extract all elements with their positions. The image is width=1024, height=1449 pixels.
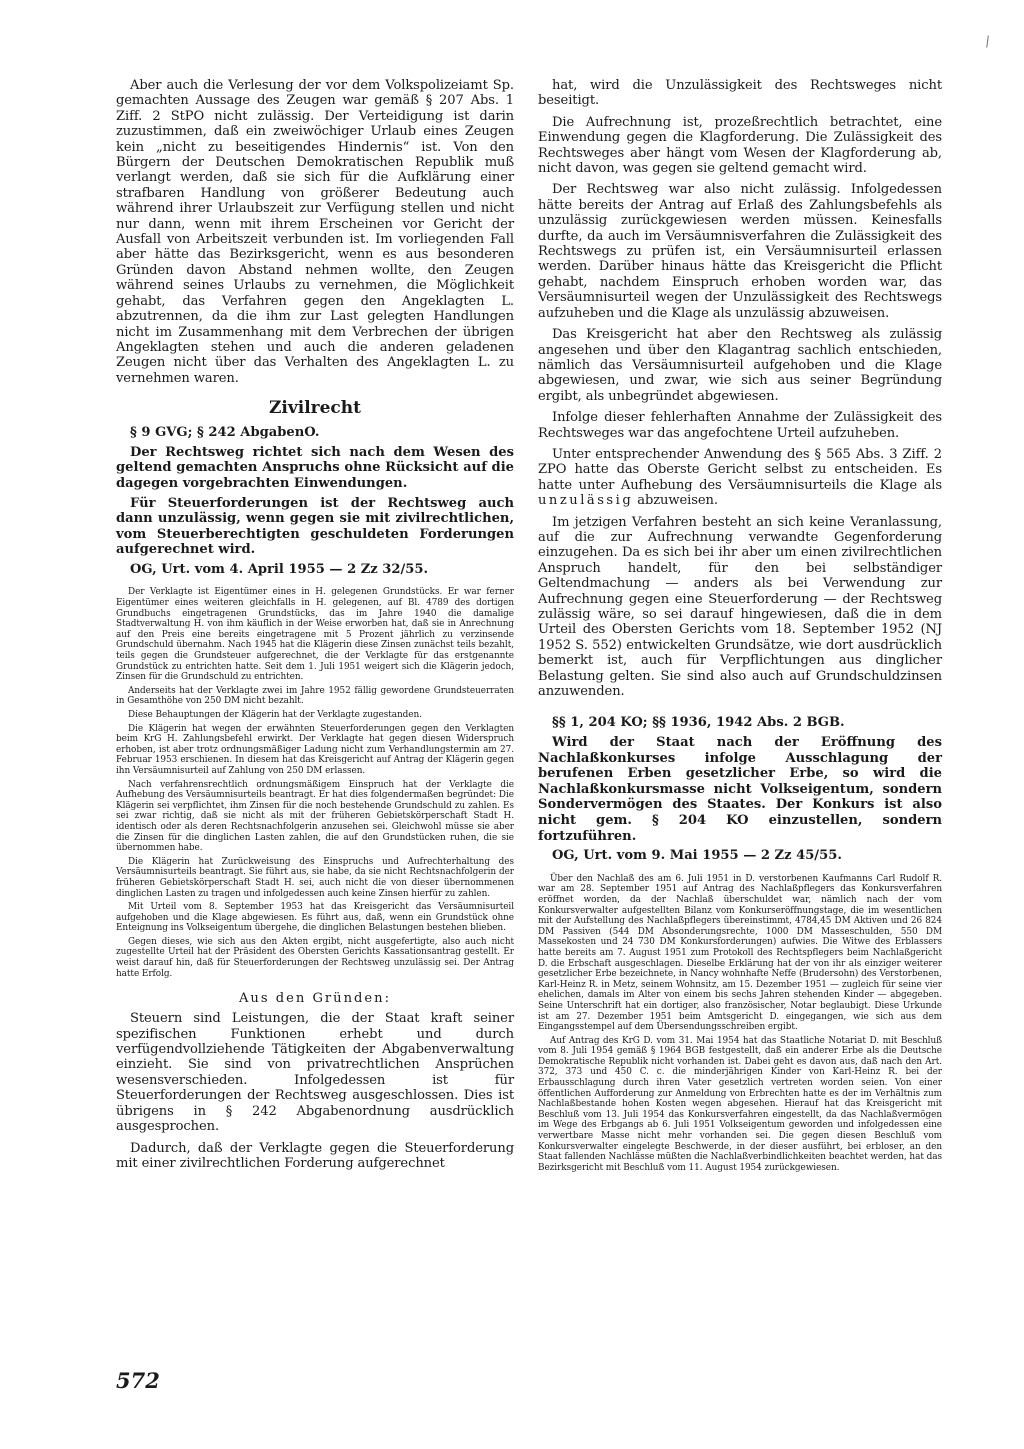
fact-paragraph: Anderseits hat der Verklagte zwei im Jahre 1952 fällig gewordene Grundsteuerraten in Gesamthöhe von 250 DM nicht bezahlt. (116, 685, 514, 707)
fact-paragraph: Auf Antrag des KrG D. vom 31. Mai 1954 hat das Staatliche Notariat D. mit Beschluß vom 8. Juli 1954 gemäß § 1964 BGB festgestellt, daß ein anderer Erbe als die Deutsche Demokratische Republik nicht vorhanden ist. Dabei geht es davon aus, daß nach den Art. 372, 373 und 450 C. c. die minderjährigen Kinder von Karl-Heinz R. bei der Erbausschlagung durch ihren Vater gesetzlich vertreten worden seien. Von einer öffentlichen Aufforderung zur Anmeldung von Erbrechten hatte es der im Verhältnis zum Nachlaßbestande hohen Kosten wegen abgesehen. Hierauf hat das Kreisgericht mit Beschluß vom 13. Juli 1954 das Konkursverfahren eingestellt, da das Nachlaßvermögen im Wege des Erbgangs ab 6. Juli 1951 Volkseigentum geworden und infolgedessen eine verwertbare Masse nicht mehr vorhanden sei. Die gegen diesen Beschluß vom Konkursverwalter eingelegte Beschwerde, in der dieser ausführt, bei erbloser, an den Staat fallenden Nachlässe müßten die Nachlaßverbindlichkeiten beachtet werden, hat das Bezirksgericht mit Beschluß vom 11. August 1954 zurückgewiesen. (538, 1035, 942, 1173)
paragraph: hat, wird die Unzulässigkeit des Rechtsweges nicht beseitigt. (538, 78, 942, 109)
case-citation: OG, Urt. vom 9. Mai 1955 — 2 Zz 45/55. (552, 848, 842, 864)
spacer (538, 705, 942, 715)
right-column (538, 78, 942, 1176)
reasons-heading: Aus den Gründen: (238, 991, 392, 1007)
fact-paragraph: Gegen dieses, wie sich aus den Akten ergibt, nicht ausgefertigte, also auch nicht zugestellte Urteil hat der Präsident des Obersten Gerichts Kassationsantrag gestellt. Er weist darauf hin, daß für Steuerforderungen der Rechtsweg unzulässig sei. Der Antrag hatte Erfolg. (116, 936, 514, 979)
statute-reference: § 9 GVG; § 242 AbgabenO. (130, 425, 320, 441)
fact-paragraph: Diese Behauptungen der Klägerin hat der Verklagte zugestanden. (128, 710, 422, 720)
fact-paragraph: Nach verfahrensrechtlich ordnungsmäßigem Einspruch hat der Verklagte die Aufhebung des Versäumnisurteils beantragt. Er hat dies folgendermaßen begründet: Die Klägerin sei verpflichtet, ihm Zinsen für die noch bestehende Grundschuld zu zahlen. Es sei zwar richtig, daß sie nicht als mit der früheren Gebietskörperschaft Stadt H. identisch oder als deren Rechtsnachfolgerin anzusehen sei. Gleichwohl müsse sie aber die Zinsen für die dinglichen Lasten zahlen, die auf den Grundstücken ruhen, die sie übernommen habe. (116, 779, 514, 854)
headnote: Für Steuerforderungen ist der Rechtsweg auch dann unzulässig, wenn gegen sie mit zivilrechtlichen, vom Steuerberechtigten geschuldeten Forderungen aufgerechnet wird. (116, 495, 514, 558)
case-citation: OG, Urt. vom 4. April 1955 — 2 Zz 32/55. (130, 561, 429, 577)
paragraph (538, 447, 942, 509)
paragraph: Die Aufrechnung ist, prozeßrechtlich betrachtet, eine Einwendung gegen die Klagforderung. Die Zulässigkeit des Rechtsweges aber hängt vom Wesen der Klagforderung ab, nicht davon, was gegen sie geltend gemacht wird. (538, 114, 942, 177)
paragraph: Steuern sind Leistungen, die der Staat kraft seiner spezifischen Funktionen erhebt und durch verfügendvollziehende Tätigkeiten der Abgabenverwaltung einzieht. Sie sind von privatrechtlichen Ansprüchen wesensverschieden. Infolgedessen ist für Steuerforderungen der Rechtsweg ausgeschlossen. Dies ist übrigens in § 242 Abgabenordnung ausdrücklich ausgesprochen. (116, 1011, 514, 1135)
fact-paragraph: Über den Nachlaß des am 6. Juli 1951 in D. verstorbenen Kaufmanns Carl Rudolf R. war am 28. September 1951 auf Antrag des Nachlaßpflegers das Konkursverfahren eröffnet worden, da der Nachlaß überschuldet war, nämlich nach der vom Konkursverwalter aufgestellten Bilanz vom Konkurseröffnungstage, die im wesentlichen mit der Aufstellung des Nachlaßpflegers übereinstimmt, 4784,45 DM Aktiven und 26 824 DM Passiven (544 DM Absonderungsrechte, 1000 DM Masseschulden, 550 DM Massekosten und 24 730 DM Konkursforderungen) aufwies. Die Witwe des Erblassers hatte bereits am 7. August 1951 zum Protokoll des Rechtspflegers beim Nachlaßgericht D. die Erbschaft ausgeschlagen. Dieselbe Erklärung hat der von ihr als einziger weiterer gesetzlicher Erbe bezeichnete, in Nancy wohnhafte Neffe (Brudersohn) des Verstorbenen, Karl-Heinz R. in Metz, seinem Wohnsitz, am 15. Dezember 1951 — zugleich für seine vier ehelichen, damals im Alter von einem bis sechs Jahren stehenden Kinder — abgegeben. Seine Unterschrift hat ein dortiger, also französischer, Notar beglaubigt. Diese Urkunde ist am 27. Dezember 1951 beim Amtsgericht D. eingegangen, wie sich aus dem Eingangsstempel auf dem Übersendungsschreiben ergibt. (538, 873, 942, 1033)
paragraph: Infolge dieser fehlerhaften Annahme der Zulässigkeit des Rechtsweges war das angefochtene Urteil aufzuheben. (538, 410, 942, 441)
paragraph: Im jetzigen Verfahren besteht an sich keine Veranlassung, auf die zur Aufrechnung verwandte Gegenforderung einzugehen. Da es sich bei ihr aber um einen zivilrechtlichen Anspruch handelt, für den bei selbständiger Geltendmachung — anders als bei Verwendung zur Aufrechnung gegen eine Steuerforderung — der Rechtsweg zulässig wäre, so sei darauf hingewiesen, daß die in dem Urteil des Obersten Gerichts vom 18. September 1952 (NJ 1952 S. 552) entwickelten Grundsätze, wie dort ausdrücklich bemerkt ist, auch für Verpflichtungen aus dinglicher Belastung gelten. Sie sind also auch auf Grundschuldzinsen anzuwenden. (538, 514, 942, 700)
fact-paragraph: Der Verklagte ist Eigentümer eines in H. gelegenen Grundstücks. Er war ferner Eigentümer eines weiteren gleichfalls in H. gelegenen, auf Bl. 4789 des dortigen Grundbuchs eingetragenen Grundstücks, das im Jahre 1940 die damalige Stadtverwaltung H. von ihm käuflich in der Weise erworben hat, daß sie in Anrechnung auf den Preis eine bereits eingetragene mit 5 Prozent jährlich zu verzinsende Grundschuld übernahm. Nach 1945 hat die Klägerin diese Zinsen zunächst teils bezahlt, teils gegen die Grundsteuer aufgerechnet, die der Verklagte für das erstgenannte Grundstück zu entrichten hatte. Seit dem 1. Juli 1951 weigert sich die Klägerin jedoch, Zinsen für die Grundschuld zu entrichten. (116, 587, 514, 683)
left-column (116, 78, 514, 1177)
headnote: Der Rechtsweg richtet sich nach dem Wesen des geltend gemachten Anspruchs ohne Rücksicht auf die dagegen vorgebrachten Einwendungen. (116, 444, 514, 491)
corner-mark: \ (981, 33, 993, 51)
fact-paragraph: Mit Urteil vom 8. September 1953 hat das Kreisgericht das Versäumnisurteil aufgehoben und die Klage abgewiesen. Es führt aus, daß, wenn ein Grundstück ohne Enteignung ins Volkseigentum übergehe, die dinglichen Belastungen bestehen blieben. (116, 902, 514, 934)
paragraph: Das Kreisgericht hat aber den Rechtsweg als zulässig angesehen und über den Klagantrag sachlich entschieden, nämlich das Versäumnisurteil aufgehoben und die Klage abgewiesen, und zwar, wie sich aus seiner Begründung ergibt, als unbegründet abgewiesen. (538, 327, 942, 404)
paragraph: Dadurch, daß der Verklagte gegen die Steuerforderung mit einer zivilrechtlichen Forderung aufgerechnet (116, 1140, 514, 1171)
paragraph: Aber auch die Verlesung der vor dem Volkspolizeiamt Sp. gemachten Aussage des Zeugen war gemäß § 207 Abs. 1 Ziff. 2 StPO nicht zulässig. Der Verteidigung ist darin zuzustimmen, daß ein zweiwöchiger Urlaub eines Zeugen kein „nicht zu beseitigendes Hindernis“ ist. Von den Bürgern der Deutschen Demokratischen Republik muß verlangt werden, daß sie sich für die Aufklärung einer strafbaren Handlung von größerer Bedeutung auch während ihrer Urlaubszeit zur Verfügung stellen und nicht nur dann, wenn mit ihrem Erscheinen vor Gericht der Ausfall von Arbeitszeit verbunden ist. Im vorliegenden Fall aber hätte das Bezirksgericht, wenn es aus besonderen Gründen davon Abstand nehmen wollte, den Zeugen während seines Urlaubs zu vernehmen, die Möglichkeit gehabt, das Verfahren gegen den Angeklagten L. abzutrennen, da die ihm zur Last gelegten Handlungen nicht im Zusammenhang mit dem Verbrechen der übrigen Angeklagten stehen und auch die anderen geladenen Zeugen nicht über das Verhalten des Angeklagten L. zu vernehmen waren. (116, 78, 514, 386)
paragraph: Der Rechtsweg war also nicht zulässig. Infolgedessen hätte bereits der Antrag auf Erlaß des Zahlungsbefehls als unzulässig zurückgewiesen werden müssen. Keinesfalls durfte, da auch im Versäumnisverfahren die Zulässigkeit des Rechtswegs zu prüfen ist, ein Versäumnisurteil erlassen werden. Darüber hinaus hätte das Kreisgericht die Pflicht gehabt, nachdem Einspruch erhoben worden war, das Versäumnisurteil wegen der Unzulässigkeit des Rechtswegs aufzuheben und die Klage als unzulässig abzuweisen. (538, 182, 942, 321)
paragraph-text: Unter entsprechender Anwendung des § 565 Abs. 3 Ziff. 2 ZPO hatte das Oberste Gericht selbst zu entscheiden. Es hatte unter Aufhebung des Versäumnisurteils die Klage als (538, 446, 942, 493)
fact-paragraph: Die Klägerin hat wegen der erwähnten Steuerforderungen gegen den Verklagten beim KrG H. Zahlungsbefehl erwirkt. Der Verklagte hat gegen diesen Widerspruch erhoben, ist aber trotz ordnungsmäßiger Ladung nicht zum Verhandlungstermin am 27. Februar 1953 erschienen. In diesem hat das Kreisgericht auf Antrag der Klägerin gegen ihn Versäumnisurteil auf Zahlung von 250 DM erlassen. (116, 723, 514, 776)
page-number: 572 (116, 1368, 160, 1393)
headnote: Wird der Staat nach der Eröffnung des Nachlaßkonkurses infolge Ausschlagung der berufenen Erben gesetzlicher Erbe, so wird die Nachlaßkonkursmasse nicht Volkseigentum, sondern Sondervermögen des Staates. Der Konkurs ist also nicht gem. § 204 KO einzustellen, sondern fortzuführen. (538, 735, 942, 844)
paragraph-text: abzuweisen. (637, 493, 718, 509)
statute-reference: §§ 1, 204 KO; §§ 1936, 1942 Abs. 2 BGB. (552, 715, 845, 731)
fact-paragraph: Die Klägerin hat Zurückweisung des Einspruchs und Aufrechterhaltung des Versäumnisurteils beantragt. Sie führt aus, sie habe, da sie nicht Rechtsnachfolgerin der früheren Gebietskörperschaft Stadt H. sei, auch nicht die von dieser übernommenen dinglichen Lasten zu tragen und infolgedessen auch keine Zinsen hierfür zu zahlen. (116, 856, 514, 899)
section-title: Zivilrecht (269, 398, 361, 419)
emphasized-word: unzulässig (538, 493, 634, 509)
